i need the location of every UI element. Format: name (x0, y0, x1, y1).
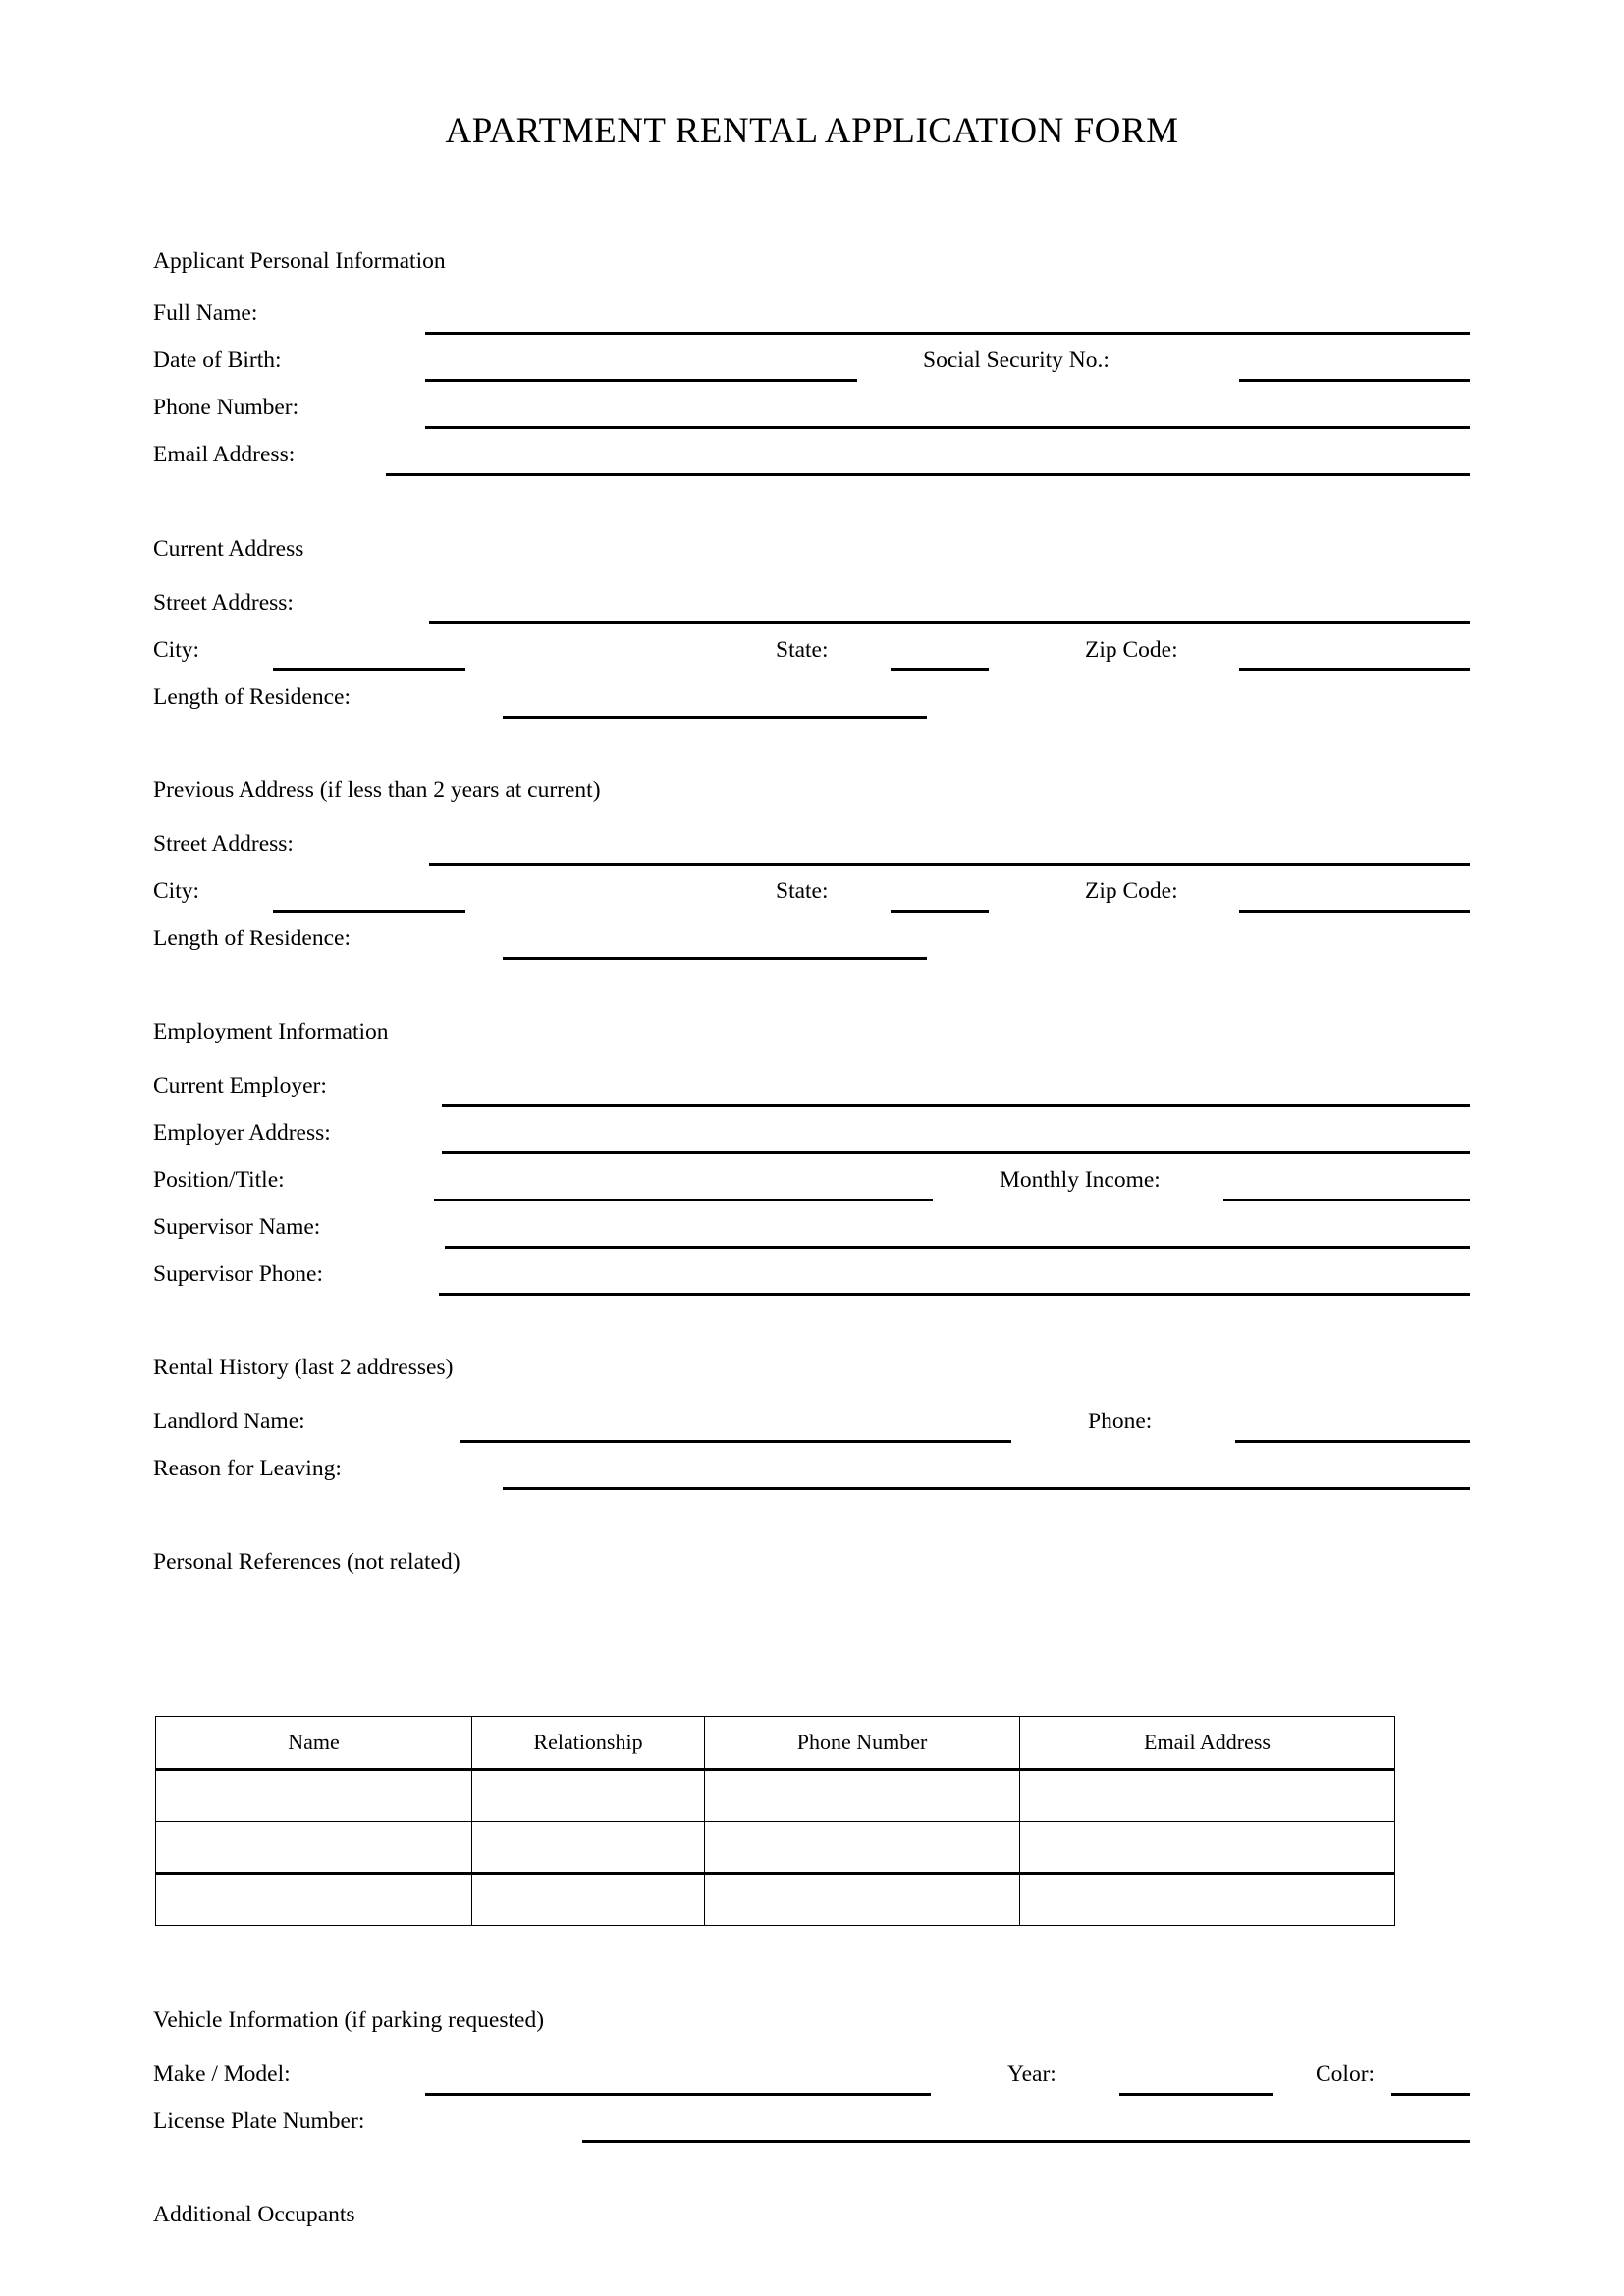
reference-name-cell[interactable] (156, 1770, 472, 1822)
table-row (156, 1822, 1395, 1874)
field-email-address[interactable] (386, 473, 1470, 476)
label-date-of-birth: Date of Birth: (153, 347, 282, 373)
section-heading-rental-history: Rental History (last 2 addresses) (153, 1355, 454, 1380)
label-reason-for-leaving: Reason for Leaving: (153, 1456, 342, 1481)
field-landlord-name[interactable] (460, 1440, 1011, 1443)
field-ssn[interactable] (1239, 379, 1470, 382)
reference-phone-cell[interactable] (705, 1822, 1020, 1874)
field-landlord-phone[interactable] (1235, 1440, 1470, 1443)
label-vehicle-year: Year: (1007, 2061, 1056, 2087)
label-current-employer: Current Employer: (153, 1073, 327, 1098)
section-heading-previous-address: Previous Address (if less than 2 years at current) (153, 777, 601, 803)
field-supervisor-phone[interactable] (439, 1293, 1470, 1296)
label-previous-zip-code: Zip Code: (1085, 879, 1178, 904)
label-previous-length-of-residence: Length of Residence: (153, 926, 351, 951)
reference-phone-cell[interactable] (705, 1874, 1020, 1926)
label-landlord-phone: Phone: (1088, 1409, 1153, 1434)
label-previous-state: State: (776, 879, 829, 904)
field-vehicle-year[interactable] (1119, 2093, 1273, 2096)
label-current-zip-code: Zip Code: (1085, 637, 1178, 663)
field-position-title[interactable] (434, 1199, 933, 1201)
table-row (156, 1874, 1395, 1926)
label-make-model: Make / Model: (153, 2061, 291, 2087)
section-heading-vehicle: Vehicle Information (if parking requested) (153, 2007, 545, 2033)
references-col-email-address: Email Address (1020, 1717, 1395, 1770)
section-heading-employment: Employment Information (153, 1019, 389, 1044)
references-col-relationship: Relationship (472, 1717, 705, 1770)
reference-email-cell[interactable] (1020, 1822, 1395, 1874)
field-employer-address[interactable] (442, 1151, 1470, 1154)
reference-name-cell[interactable] (156, 1822, 472, 1874)
label-email-address: Email Address: (153, 442, 296, 467)
label-current-length-of-residence: Length of Residence: (153, 684, 351, 710)
label-vehicle-color: Color: (1316, 2061, 1376, 2087)
field-reason-for-leaving[interactable] (503, 1487, 1470, 1490)
reference-relationship-cell[interactable] (472, 1822, 705, 1874)
reference-relationship-cell[interactable] (472, 1770, 705, 1822)
field-supervisor-name[interactable] (445, 1246, 1470, 1249)
label-previous-street-address: Street Address: (153, 831, 294, 857)
field-date-of-birth[interactable] (425, 379, 857, 382)
label-current-state: State: (776, 637, 829, 663)
section-heading-additional-occupants: Additional Occupants (153, 2202, 355, 2227)
references-col-name: Name (156, 1717, 472, 1770)
section-heading-applicant: Applicant Personal Information (153, 248, 446, 274)
field-phone-number[interactable] (425, 426, 1470, 429)
references-table-header-row (156, 1717, 1395, 1770)
field-current-employer[interactable] (442, 1104, 1470, 1107)
label-position-title: Position/Title: (153, 1167, 285, 1193)
label-license-plate-number: License Plate Number: (153, 2109, 365, 2134)
reference-email-cell[interactable] (1020, 1874, 1395, 1926)
field-license-plate-number[interactable] (582, 2140, 1470, 2143)
field-monthly-income[interactable] (1223, 1199, 1470, 1201)
field-make-model[interactable] (425, 2093, 931, 2096)
reference-name-cell[interactable] (156, 1874, 472, 1926)
label-supervisor-phone: Supervisor Phone: (153, 1261, 323, 1287)
field-vehicle-color[interactable] (1391, 2093, 1470, 2096)
page-title: APARTMENT RENTAL APPLICATION FORM (445, 111, 1179, 151)
label-full-name: Full Name: (153, 300, 258, 326)
field-current-state[interactable] (891, 668, 989, 671)
field-previous-length-of-residence[interactable] (503, 957, 927, 960)
label-employer-address: Employer Address: (153, 1120, 331, 1146)
references-table (155, 1716, 1395, 1926)
field-previous-state[interactable] (891, 910, 989, 913)
field-current-length-of-residence[interactable] (503, 716, 927, 719)
label-landlord-name: Landlord Name: (153, 1409, 305, 1434)
field-previous-city[interactable] (273, 910, 465, 913)
references-col-phone-number: Phone Number (705, 1717, 1020, 1770)
label-previous-city: City: (153, 879, 200, 904)
reference-phone-cell[interactable] (705, 1770, 1020, 1822)
label-supervisor-name: Supervisor Name: (153, 1214, 321, 1240)
label-ssn: Social Security No.: (923, 347, 1110, 373)
field-previous-street-address[interactable] (429, 863, 1470, 866)
field-current-city[interactable] (273, 668, 465, 671)
label-monthly-income: Monthly Income: (1000, 1167, 1161, 1193)
label-phone-number: Phone Number: (153, 395, 299, 420)
reference-relationship-cell[interactable] (472, 1874, 705, 1926)
table-row (156, 1770, 1395, 1822)
field-full-name[interactable] (425, 332, 1470, 335)
section-heading-current-address: Current Address (153, 536, 304, 561)
label-current-city: City: (153, 637, 200, 663)
field-previous-zip-code[interactable] (1239, 910, 1470, 913)
field-current-street-address[interactable] (429, 621, 1470, 624)
field-current-zip-code[interactable] (1239, 668, 1470, 671)
label-current-street-address: Street Address: (153, 590, 294, 615)
reference-email-cell[interactable] (1020, 1770, 1395, 1822)
section-heading-references: Personal References (not related) (153, 1549, 460, 1575)
